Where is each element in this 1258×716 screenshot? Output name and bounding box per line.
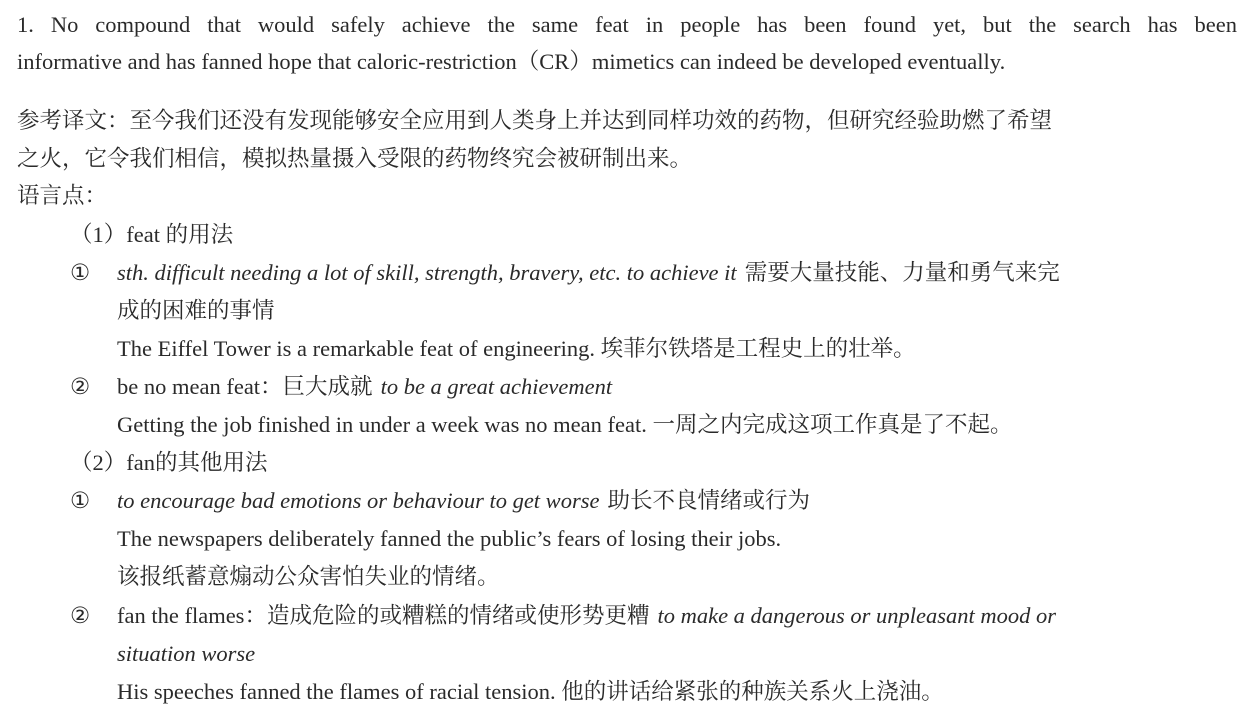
section-1-item-2-definition [117, 376, 612, 399]
definition-english: to be a great achievement [380, 374, 613, 399]
section-1-item-1-definition [117, 262, 1060, 285]
definition-english: sth. difficult needing a lot of skill, strength, bravery, etc. to achieve it [117, 260, 737, 285]
section-1-item-1-example: The Eiffel Tower is a remarkable feat of engineering. 埃菲尔铁塔是工程史上的壮举。 [117, 336, 916, 361]
section-1-heading: （1）feat 的用法 [70, 222, 234, 247]
section-2-item-2-definition [117, 605, 1056, 628]
section-2-item-1-example-zh: 该报纸蓄意煽动公众害怕失业的情绪。 [117, 564, 500, 589]
section-2-item-2-marker: ② [70, 603, 91, 628]
translation-text: 至今我们还没有发现能够安全应用到人类身上并达到同样功效的药物，但研究经验助燃了希望 [129, 108, 1053, 133]
phrase: fan the flames：造成危险的或糟糕的情绪或使形势更糟 [117, 603, 650, 628]
section-1-item-1-marker: ① [70, 260, 91, 285]
section-2-item-2-example: His speeches fanned the flames of racial tension. 他的讲话给紧张的种族关系火上浇油。 [117, 679, 944, 704]
section-2-item-1-example-en: The newspapers deliberately fanned the public’s fears of losing their jobs. [117, 526, 782, 551]
definition-chinese: 助长不良情绪或行为 [607, 488, 810, 513]
sentence-line-1: 1. No compound that would safely achieve the same feat in people has been found yet, but the search has been [17, 12, 1237, 37]
section-1-item-1-definition-cont: 成的困难的事情 [117, 298, 275, 323]
section-2-item-1-definition [117, 490, 810, 513]
definition-english: to make a dangerous or unpleasant mood or [657, 603, 1056, 628]
language-points-label: 语言点： [17, 183, 108, 208]
translation-line-2: 之火，它令我们相信，模拟热量摄入受限的药物终究会被研制出来。 [17, 146, 693, 171]
section-2-heading: （2）fan的其他用法 [70, 450, 268, 475]
sentence-line-2: informative and has fanned hope that caloric-restriction（CR）mimetics can indeed be developed eventually. [17, 49, 1006, 74]
section-1-item-2-example: Getting the job finished in under a week was no mean feat. 一周之内完成这项工作真是了不起。 [117, 412, 1013, 437]
section-1-item-2-marker: ② [70, 374, 91, 399]
phrase: be no mean feat：巨大成就 [117, 374, 373, 399]
definition-chinese: 需要大量技能、力量和勇气来完 [744, 260, 1060, 285]
section-2-item-2-definition-cont: situation worse [117, 641, 256, 666]
section-2-item-1-marker: ① [70, 488, 91, 513]
translation-line-1 [17, 110, 1052, 133]
translation-label: 参考译文： [17, 108, 130, 133]
definition-english: to encourage bad emotions or behaviour to get worse [117, 488, 600, 513]
